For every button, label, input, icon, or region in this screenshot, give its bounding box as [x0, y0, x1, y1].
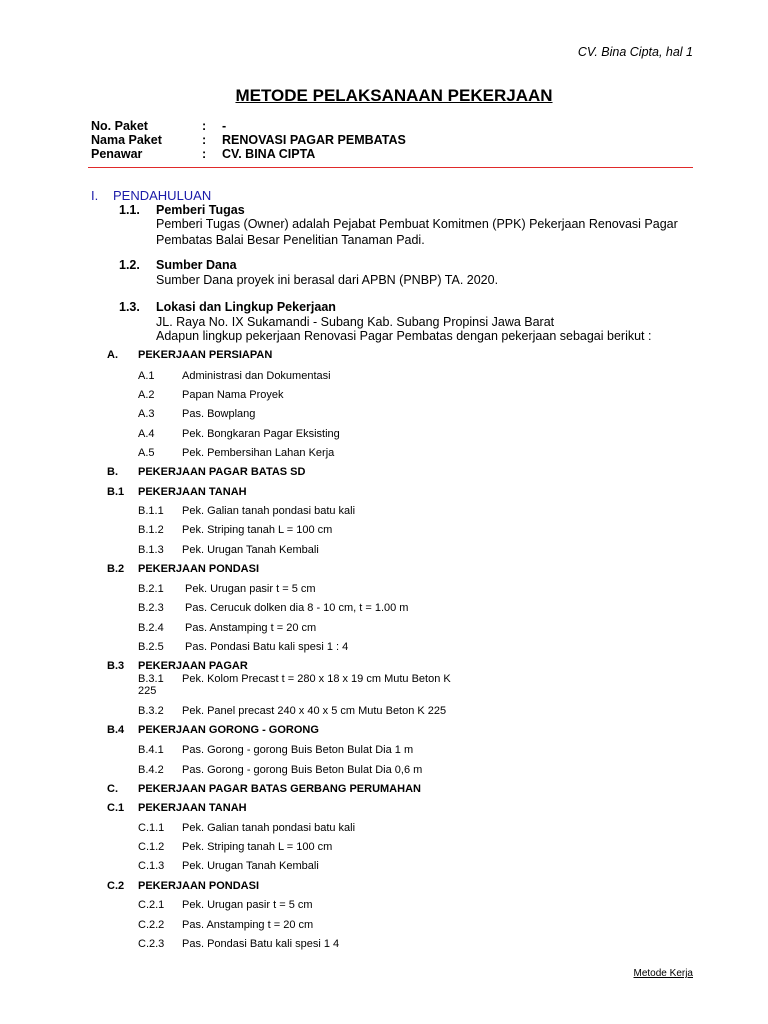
item-text: Pas. Anstamping t = 20 cm: [182, 919, 314, 931]
section-title: PENDAHULUAN: [113, 188, 212, 203]
item-text: Pek. Galian tanah pondasi batu kali: [182, 505, 356, 517]
subsection-title-lokasi: Lokasi dan Lingkup Pekerjaan: [156, 300, 336, 314]
item-text: Pek. Urugan pasir t = 5 cm: [185, 583, 316, 595]
group-title: PEKERJAAN GORONG - GORONG: [138, 724, 319, 736]
group-title: PEKERJAAN PAGAR BATAS SD: [138, 466, 306, 478]
item-text: Pas. Anstamping t = 20 cm: [185, 622, 317, 634]
item-code: C.2.2: [138, 919, 165, 931]
item-code: A.4: [138, 428, 155, 440]
subsection-title-pemberi-tugas: Pemberi Tugas: [156, 203, 245, 217]
info-label-nama-paket: Nama Paket: [91, 133, 162, 147]
item-code: C.1.1: [138, 822, 165, 834]
page-footer-label: Metode Kerja: [633, 968, 693, 979]
item-text: Pas. Pondasi Batu kali spesi 1 4: [182, 938, 340, 950]
subsection-number: 1.3.: [119, 300, 140, 314]
subsection-text-lokasi: JL. Raya No. IX Sukamandi - Subang Kab. Subang Propinsi Jawa Barat: [156, 315, 555, 329]
section-number: I.: [91, 188, 99, 203]
item-code: B.3.1: [138, 673, 164, 685]
item-text: Pas. Bowplang: [182, 408, 256, 420]
item-text: Pek. Kolom Precast t = 280 x 18 x 19 cm Mutu Beton K: [182, 673, 451, 685]
page-header-label: CV. Bina Cipta, hal 1: [577, 45, 693, 59]
subsection-text-lingkup: Adapun lingkup pekerjaan Renovasi Pagar Pembatas dengan pekerjaan sebagai berikut :: [156, 329, 652, 343]
item-code: B.1.2: [138, 524, 164, 536]
item-text: Pek. Striping tanah L = 100 cm: [182, 524, 333, 536]
item-code: B.2.1: [138, 583, 164, 595]
group-title: PEKERJAAN PAGAR: [138, 660, 248, 672]
item-text: Pek. Pembersihan Lahan Kerja: [182, 447, 335, 459]
item-code: A.1: [138, 370, 155, 382]
item-text: Papan Nama Proyek: [182, 389, 284, 401]
item-code: C.2.3: [138, 938, 165, 950]
group-letter: B.2: [107, 563, 125, 575]
info-colon: :: [202, 133, 207, 147]
item-text: Pek. Bongkaran Pagar Eksisting: [182, 428, 340, 440]
item-text: Pek. Urugan Tanah Kembali: [182, 860, 319, 872]
item-text: Pek. Urugan Tanah Kembali: [182, 544, 319, 556]
subsection-number: 1.1.: [119, 203, 140, 217]
item-code: B.4.1: [138, 744, 164, 756]
item-text-continuation: 225: [138, 685, 157, 697]
info-colon: :: [202, 119, 207, 133]
item-text: Pek. Panel precast 240 x 40 x 5 cm Mutu Beton K 225: [182, 705, 447, 717]
item-code: A.2: [138, 389, 155, 401]
group-title: PEKERJAAN PERSIAPAN: [138, 349, 273, 361]
item-text: Pas. Cerucuk dolken dia 8 - 10 cm, t = 1.00 m: [185, 602, 409, 614]
item-code: A.3: [138, 408, 155, 420]
item-code: B.4.2: [138, 764, 164, 776]
subsection-text-pemberi-tugas: Pemberi Tugas (Owner) adalah Pejabat Pembuat Komitmen (PPK) Pekerjaan Renovasi Pagar Pembatas Balai Besar Penelitian Tanaman Padi.: [156, 217, 678, 247]
group-letter: B.: [107, 466, 118, 478]
group-letter: B.3: [107, 660, 125, 672]
item-text: Pek. Striping tanah L = 100 cm: [182, 841, 333, 853]
item-text: Pek. Urugan pasir t = 5 cm: [182, 899, 313, 911]
group-letter: C.2: [107, 880, 125, 892]
item-text: Pas. Gorong - gorong Buis Beton Bulat Dia 0,6 m: [182, 764, 423, 776]
item-text: Pek. Galian tanah pondasi batu kali: [182, 822, 356, 834]
subsection-number: 1.2.: [119, 258, 140, 272]
item-code: B.2.3: [138, 602, 164, 614]
item-text: Administrasi dan Dokumentasi: [182, 370, 331, 382]
info-label-no-paket: No. Paket: [91, 119, 148, 133]
item-code: A.5: [138, 447, 155, 459]
group-letter: A.: [107, 349, 118, 361]
info-colon: :: [202, 147, 207, 161]
document-title: METODE PELAKSANAAN PEKERJAAN: [235, 86, 553, 105]
info-value-nama-paket: RENOVASI PAGAR PEMBATAS: [222, 133, 406, 147]
group-title: PEKERJAAN TANAH: [138, 802, 247, 814]
item-code: B.1.1: [138, 505, 164, 517]
group-title: PEKERJAAN PONDASI: [138, 563, 260, 575]
item-code: B.3.2: [138, 705, 164, 717]
group-title: PEKERJAAN PAGAR BATAS GERBANG PERUMAHAN: [138, 783, 421, 795]
item-code: C.2.1: [138, 899, 165, 911]
group-title: PEKERJAAN PONDASI: [138, 880, 260, 892]
item-text: Pas. Pondasi Batu kali spesi 1 : 4: [185, 641, 349, 653]
item-code: B.2.5: [138, 641, 164, 653]
group-title: PEKERJAAN TANAH: [138, 486, 247, 498]
subsection-title-sumber-dana: Sumber Dana: [156, 258, 237, 272]
item-code: B.1.3: [138, 544, 164, 556]
item-code: C.1.3: [138, 860, 165, 872]
divider-line: [88, 167, 693, 168]
info-value-no-paket: -: [222, 119, 227, 133]
item-code: C.1.2: [138, 841, 165, 853]
group-letter: B.1: [107, 486, 125, 498]
group-letter: C.: [107, 783, 118, 795]
group-letter: C.1: [107, 802, 125, 814]
item-text: Pas. Gorong - gorong Buis Beton Bulat Dia 1 m: [182, 744, 414, 756]
group-letter: B.4: [107, 724, 125, 736]
item-code: B.2.4: [138, 622, 164, 634]
info-label-penawar: Penawar: [91, 147, 143, 161]
info-value-penawar: CV. BINA CIPTA: [222, 147, 316, 161]
subsection-text-sumber-dana: Sumber Dana proyek ini berasal dari APBN (PNBP) TA. 2020.: [156, 273, 499, 287]
